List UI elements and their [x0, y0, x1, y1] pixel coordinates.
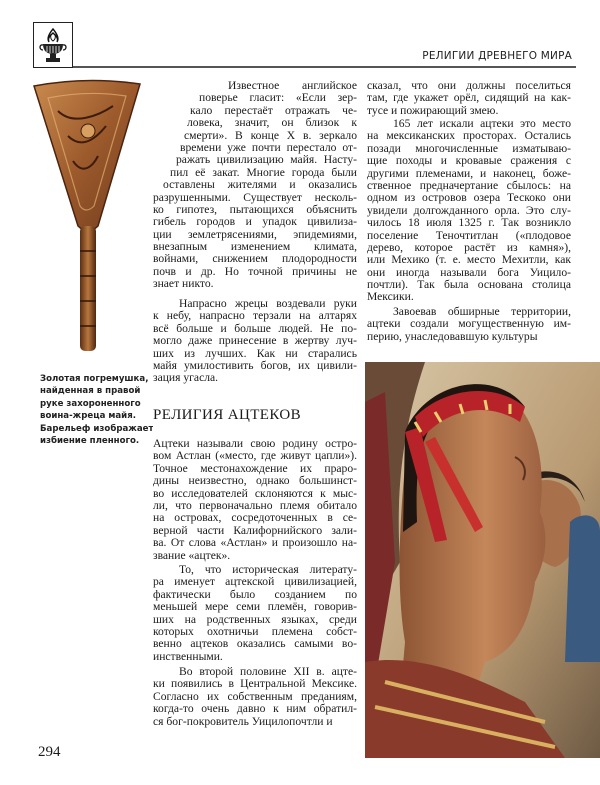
text-line: войнами, снижением плодородности — [153, 253, 357, 266]
text-line: времени уже почти перестало от- — [180, 141, 357, 154]
text-line: всё больше и больше людей. Не по- — [153, 322, 357, 335]
text-line: ших на родственных языках, среди — [153, 613, 357, 626]
text-line: разрушенными. Существует несколь- — [153, 191, 357, 204]
text-line: кало перестаёт отражать че- — [190, 104, 357, 117]
text-line: знает никто. — [153, 278, 214, 291]
text-line: там, где укажет орёл, сидящий на как- — [367, 92, 571, 105]
text-line: Точное местонахождение их праро- — [153, 462, 357, 475]
text-line: сказал, что они должны поселиться — [367, 80, 571, 92]
text-line: на мексиканских просторах. Остались — [367, 130, 571, 143]
text-line: другими племенами, и наконец, боже- — [367, 167, 571, 180]
text-line: могло даже принесение в жертву луч- — [153, 335, 357, 348]
text-line: ко гипотез, пытающихся объяснить — [153, 203, 357, 216]
paragraph-civilization — [153, 564, 357, 663]
text-line: Завоевав обширные территории, — [393, 306, 571, 318]
text-line: одном из островов озера Тескоко они — [367, 192, 571, 205]
text-line: перию, унаследовавшую культуры — [367, 330, 538, 343]
caption-line: Барельеф изображает — [40, 423, 154, 434]
text-line: ловека, значит, он близок к — [187, 117, 357, 130]
text-line: зация угасла. — [153, 372, 219, 385]
text-line: оставлены жителями и оказались — [163, 179, 357, 192]
flaming-urn-icon — [33, 22, 73, 68]
text-line: ра именует ацтекской цивилизацией, — [153, 576, 357, 589]
header-rule — [73, 66, 576, 68]
paragraph-arrival — [153, 666, 357, 728]
caption-line: руке захороненного — [40, 398, 141, 409]
text-line: майя умилостивить богов, их цивили- — [153, 359, 357, 372]
text-line: ших из лучших. Как ни старались — [153, 347, 357, 360]
text-line: 165 лет искали ацтеки это место — [393, 118, 571, 130]
text-line: ственное предначертание сбылось: на — [367, 179, 571, 192]
text-line: ва. От слова «Астлан» и произошло на- — [153, 537, 357, 550]
caption-line: воина-жреца майя. — [40, 411, 136, 422]
text-line: когда-то очень давно к ним обратил- — [153, 703, 357, 716]
text-line: звание «ацтек». — [153, 549, 231, 562]
text-line: ражать цивилизацию майя. Насту- — [176, 154, 357, 167]
section-heading: РЕЛИГИЯ АЦТЕКОВ — [153, 407, 302, 423]
running-title: РЕЛИГИИ ДРЕВНЕГО МИРА — [422, 50, 572, 62]
text-line: ли, что первоначально племя обитало — [153, 499, 357, 512]
text-line: которых охотничьи племена собст- — [153, 625, 357, 638]
text-line: гибель городов и упадок цивилиза- — [153, 216, 357, 229]
golden-rattle-image — [28, 76, 146, 356]
text-line: фактически было созданием по — [153, 588, 357, 601]
text-line: к небу, напрасно терзали на алтарях — [153, 310, 357, 323]
caption-line: избиение пленного. — [40, 435, 140, 446]
paragraph-aztlan — [153, 438, 357, 562]
text-line: поверье гласит: «Если зер- — [199, 92, 357, 105]
text-line: Ацтеки называли свою родину остро- — [153, 438, 357, 450]
text-line: инственными. — [153, 650, 223, 663]
paragraph-eagle — [367, 80, 571, 117]
image-caption — [40, 373, 153, 447]
text-line: во исследователей склоняются к мыс- — [153, 487, 357, 500]
text-line: тусе и пожирающий змею. — [367, 104, 499, 117]
text-line: венно ацтеков оказались самыми во- — [153, 638, 357, 651]
text-line: Напрасно жрецы воздевали руки — [179, 298, 357, 310]
text-line: дерево, которое растёт из камня»), — [367, 241, 571, 254]
text-line: меньшей мере семи племён, говорив- — [153, 601, 357, 614]
text-line: Во второй половине XII в. ацте- — [179, 666, 357, 678]
text-line: на островах, сосредоточенных в се- — [153, 512, 357, 525]
text-line: Известное английское — [228, 80, 357, 92]
page-number: 294 — [38, 744, 61, 760]
text-line: увидели долгожданного орла. Это слу- — [367, 204, 571, 217]
text-line: ции землетрясениями, эпидемиями, — [153, 228, 357, 241]
paragraph-tenochtitlan — [367, 118, 571, 304]
text-line: щие походы и кровавые сражения с — [367, 155, 571, 168]
text-line: То, что историческая литерату- — [179, 564, 357, 576]
paragraph-empire — [367, 306, 571, 343]
paragraph-priests — [153, 298, 357, 385]
text-line: Мексики. — [367, 291, 414, 304]
text-line: внезапным изменением климата, — [153, 241, 357, 254]
aztec-warrior-painting — [365, 362, 600, 758]
caption-line: Золотая погремушка, — [40, 374, 149, 384]
text-line: они иногда называли бога Уицило- — [367, 266, 571, 279]
text-line: поселение Теночтитлан («плодовое — [367, 229, 571, 242]
text-line: позади многочисленные изматываю- — [367, 142, 571, 155]
text-line: вом Астлан («место, где живут цапли»). — [153, 450, 357, 463]
text-line: дины неизвестно, однако большинст- — [153, 475, 357, 488]
text-line: ки появились в Центральной Мексике. — [153, 678, 357, 691]
text-line: верной части Калифорнийского зали- — [153, 524, 357, 537]
caption-line: найденная в правой — [40, 386, 141, 397]
text-line: чилось 18 июля 1325 г. Так возникло — [367, 217, 571, 230]
text-line: ся бог-покровитель Уицилопочтли и — [153, 715, 333, 728]
text-line: или Мехико (т. е. место Мехитли, как — [367, 254, 571, 267]
paragraph-mirror — [153, 80, 357, 291]
text-line: смерти». В конце X в. зеркало — [184, 129, 357, 142]
text-line: почтли). Так была основана столица — [367, 279, 571, 292]
text-line: Согласно их собственным преданиям, — [153, 690, 357, 703]
text-line: почв и др. Но точной причины не — [153, 265, 357, 278]
text-line: ацтеки создали могущественную им- — [367, 318, 571, 331]
text-line: пил её закат. Многие города были — [170, 166, 357, 179]
